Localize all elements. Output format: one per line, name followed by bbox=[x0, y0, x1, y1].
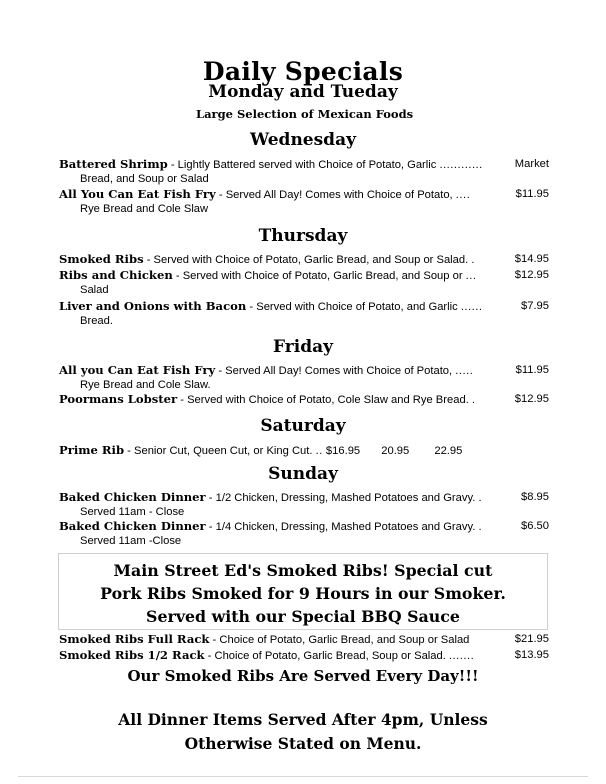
menu-tagline: Large Selection of Mexican Foods bbox=[196, 107, 414, 121]
item-price-queen: 20.95 bbox=[381, 445, 410, 457]
menu-item bbox=[59, 490, 549, 519]
item-description: - Choice of Potato, Garlic Bread, Soup or Salad. bbox=[204, 650, 446, 662]
item-description-continued: Salad bbox=[80, 284, 109, 296]
item-leader: ... bbox=[465, 270, 477, 282]
item-name: Battered Shrimp bbox=[59, 157, 168, 171]
day-heading-wednesday: Wednesday bbox=[250, 130, 356, 150]
day-heading-sunday: Sunday bbox=[268, 464, 338, 484]
item-leader: . bbox=[478, 492, 483, 504]
menu-title: Daily Specials bbox=[202, 57, 404, 86]
item-name: Smoked Ribs bbox=[59, 252, 144, 266]
item-price: $11.95 bbox=[515, 188, 549, 200]
item-description-continued: Served 11am - Close bbox=[80, 506, 185, 518]
item-name: Poormans Lobster bbox=[59, 392, 178, 406]
item-leader: . bbox=[478, 521, 483, 533]
item-price-senior: $16.95 bbox=[325, 445, 361, 457]
item-price: $11.95 bbox=[515, 364, 549, 376]
footer-line: All Dinner Items Served After 4pm, Unless bbox=[118, 710, 488, 729]
menu-item bbox=[59, 187, 549, 216]
menu-item bbox=[59, 157, 549, 186]
item-name: Ribs and Chicken bbox=[59, 268, 173, 282]
item-leader: .... bbox=[455, 189, 471, 201]
menu-item bbox=[59, 632, 549, 647]
item-description: - Served All Day! Comes with Choice of Potato, bbox=[215, 189, 453, 201]
item-name: Liver and Onions with Bacon bbox=[59, 299, 247, 313]
item-description: - Served with Choice of Potato, Cole Slaw and Rye Bread. bbox=[177, 394, 469, 406]
item-description-continued: Bread, and Soup or Salad bbox=[80, 173, 209, 185]
item-description: - Served All Day! Comes with Choice of Potato, bbox=[215, 365, 453, 377]
item-description-continued: Bread. bbox=[80, 315, 113, 327]
page-bottom-edge bbox=[18, 776, 588, 777]
item-leader: ............ bbox=[439, 159, 483, 171]
item-description: - Served with Choice of Potato, Garlic Bread, and Soup or Salad. bbox=[143, 254, 469, 266]
footer-line: Otherwise Stated on Menu. bbox=[184, 734, 422, 753]
menu-item bbox=[59, 443, 549, 458]
item-description: - Choice of Potato, Garlic Bread, and Soup or Salad bbox=[209, 634, 470, 646]
item-name: Baked Chicken Dinner bbox=[59, 519, 206, 533]
item-price: $13.95 bbox=[514, 649, 549, 661]
item-name: Smoked Ribs Full Rack bbox=[59, 632, 210, 646]
item-description-continued: Served 11am -Close bbox=[80, 535, 182, 547]
ribs-every-day-note: Our Smoked Ribs Are Served Every Day!!! bbox=[127, 667, 479, 685]
item-name: Prime Rib bbox=[59, 443, 125, 457]
banner-line: Served with our Special BBQ Sauce bbox=[146, 607, 460, 626]
item-description: - Lightly Battered served with Choice of Potato, Garlic bbox=[167, 159, 437, 171]
day-heading-thursday: Thursday bbox=[258, 226, 348, 246]
item-leader: ..... bbox=[455, 365, 474, 377]
item-description: - 1/2 Chicken, Dressing, Mashed Potatoes and Gravy. bbox=[205, 492, 476, 504]
item-leader: . bbox=[471, 254, 475, 266]
item-price: $6.50 bbox=[521, 520, 549, 532]
item-description-continued: Rye Bread and Cole Slaw bbox=[80, 203, 209, 215]
item-price: $7.95 bbox=[521, 300, 549, 312]
item-name: All you Can Eat Fish Fry bbox=[59, 363, 216, 377]
menu-item bbox=[59, 648, 549, 663]
item-name: Baked Chicken Dinner bbox=[59, 490, 206, 504]
item-price: $8.95 bbox=[521, 491, 549, 503]
item-leader: ....... bbox=[448, 650, 475, 662]
menu-item bbox=[59, 268, 549, 297]
menu-item bbox=[59, 392, 549, 407]
menu-item bbox=[59, 252, 549, 267]
item-description: - Senior Cut, Queen Cut, or King Cut. bbox=[124, 445, 313, 457]
menu-item bbox=[59, 519, 549, 548]
item-description-continued: Rye Bread and Cole Slaw. bbox=[80, 379, 211, 391]
item-description: - Served with Choice of Potato, and Garlic bbox=[246, 301, 458, 313]
item-leader: . bbox=[471, 394, 476, 406]
item-leader: .. bbox=[315, 445, 323, 457]
day-heading-friday: Friday bbox=[273, 337, 333, 357]
smoked-ribs-banner bbox=[58, 553, 548, 630]
item-price: Market bbox=[514, 158, 549, 170]
item-price: $12.95 bbox=[514, 269, 549, 281]
menu-item bbox=[59, 363, 549, 392]
item-name: Smoked Ribs 1/2 Rack bbox=[59, 648, 205, 662]
item-price: $21.95 bbox=[514, 633, 549, 645]
item-name: All You Can Eat Fish Fry bbox=[59, 187, 216, 201]
item-price: $14.95 bbox=[514, 253, 549, 265]
banner-line: Main Street Ed's Smoked Ribs! Special cut bbox=[113, 561, 493, 580]
item-leader: ...... bbox=[460, 301, 483, 313]
menu-subtitle: Monday and Tueday bbox=[208, 82, 398, 102]
menu-item bbox=[59, 299, 549, 328]
dinner-hours-note bbox=[0, 708, 606, 756]
banner-line: Pork Ribs Smoked for 9 Hours in our Smoker. bbox=[100, 584, 506, 603]
item-price-king: 22.95 bbox=[434, 445, 463, 457]
item-description: - Served with Choice of Potato, Garlic Bread, and Soup or bbox=[172, 270, 463, 282]
day-heading-saturday: Saturday bbox=[260, 416, 346, 436]
item-price: $12.95 bbox=[514, 393, 549, 405]
item-description: - 1/4 Chicken, Dressing, Mashed Potatoes and Gravy. bbox=[205, 521, 476, 533]
